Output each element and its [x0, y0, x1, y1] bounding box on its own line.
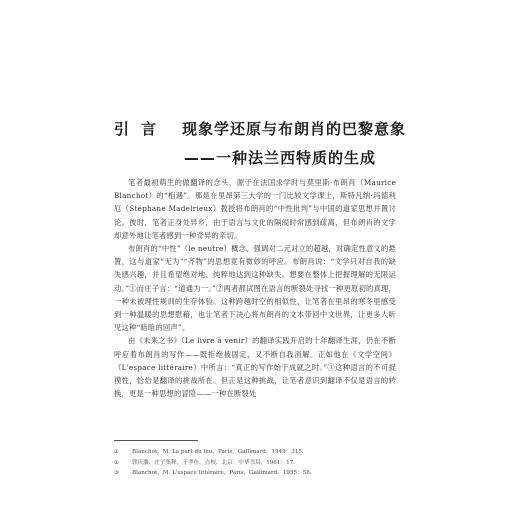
footnote-divider	[114, 440, 198, 441]
paragraph-1: 笔者最初萌生的做翻译的念头，源于在法国求学时与莫里斯·布朗肖（Maurice Blanchot）的“相遇”。那是在里昂第三大学的一门比较文学课上，斯特凡纳·玛德利厄（Stéphane Madelrieux）教授将布朗肖的“中性批判”与中国的道家思想并置讨论。彼时，笔者正身处异乡，由于语言与文化的隔阂时常感到疏离，但布朗肖的文字却意外地让笔者感到一种奇异的亲切。	[114, 178, 396, 240]
chapter-main-title: 现象学还原与布朗肖的巴黎意象	[182, 120, 407, 138]
paragraph-3: 由《未来之书》（Le livre à venir）的翻译实践开启的十年翻译生涯，仍在不断呼应着布朗肖的写作——既拒绝被固定，又不断自我消解。正如他在《文学空间》（L'espace littéraire）中所言：“真正的写作始于成就之时。”③这种语言的不可捉摸性，恰恰是翻译的挑战所在。但正是这种挑战，让笔者意识到翻译不仅是语言的转换，更是一种思想的冒险——一种在断裂处	[114, 336, 396, 399]
footnote-item	[114, 447, 396, 458]
paragraph-2: 布朗肖的“中性”（le neutre）概念，强调对二元对立的超越，对确定性意义的悬置，这与道家“无为”“齐物”的思想竟有微妙的呼应。布朗肖说：“文学只对自我的缺失感兴趣，并且希望绝对地、纯粹地达到这种缺失，想要在整体上把握理解的无限运动。”①而庄子言：“道通为一。”②两者都试图在语言的断裂处寻找一种更原初的真理，一种未被理性规训的生存体验。这种跨越时空的相似性，让笔者在里昂的寒冬里感受到一种温暖的思想慰藉，也让笔者下决心将布朗肖的文本带回中文世界，让更多人听见这种“暗暗的回声”。	[114, 244, 396, 333]
footnote-number: ①	[114, 449, 120, 455]
chapter-subtitle: ——一种法兰西特质的生成	[183, 149, 376, 167]
chapter-title	[0, 118, 520, 168]
footnotes	[114, 447, 396, 479]
footnote-number: ③	[114, 470, 120, 476]
footnote-text: Blanchot，M. L'espace littéraire，Paris，Gallimard，1955：58.	[132, 470, 312, 476]
footnote-item	[114, 468, 396, 479]
footnote-item	[114, 458, 396, 469]
footnote-number: ②	[114, 459, 120, 466]
footnote-text: 郭庆藩．庄子集释，王孝鱼，点校．北京：中华书局，1961：17.	[132, 459, 295, 466]
body-text	[114, 176, 396, 400]
footnote-text: Blanchot，M. La part du feu，Paris，Gallimard，1949：315.	[132, 449, 304, 455]
title-main-line	[0, 118, 520, 139]
chapter-label: 引言	[113, 120, 168, 138]
